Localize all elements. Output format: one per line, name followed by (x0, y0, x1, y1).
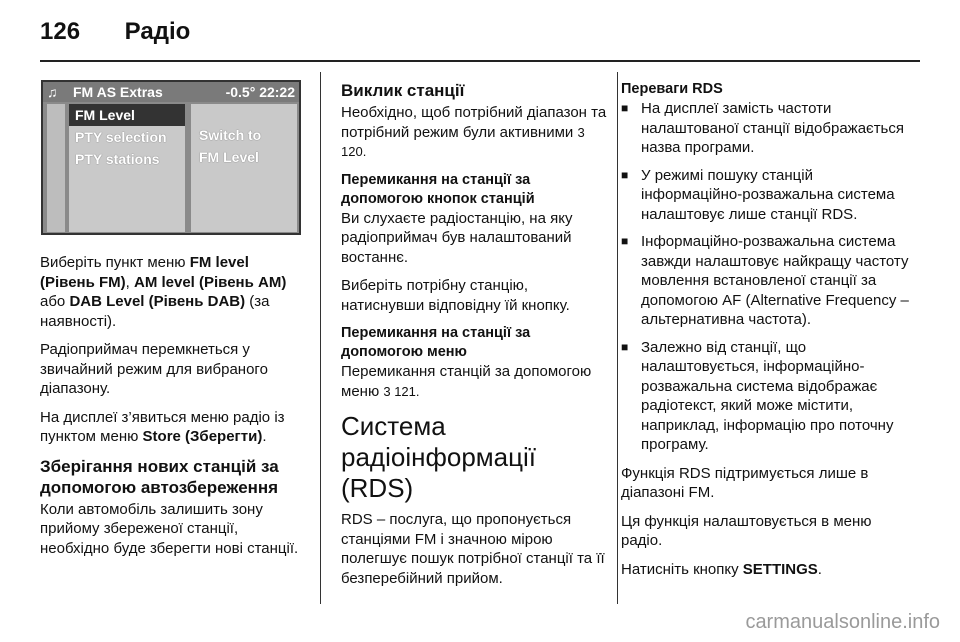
heading: Зберігання нових станцій за допомогою автозбереження (40, 456, 279, 497)
menu-item-fm-level[interactable]: FM Level (69, 104, 185, 126)
column-divider (617, 72, 618, 604)
paragraph: Коли автомобіль залишить зону прийому збереженої станції, необхідно буде зберегти нові станції. (40, 500, 299, 557)
subheading: Перемикання на станції за допомогою кнопок станцій (341, 171, 535, 207)
music-note-icon: ♫ (47, 84, 58, 100)
header-rule (40, 60, 920, 62)
side-line-2: FM Level (199, 149, 259, 165)
column-divider (320, 72, 321, 604)
column-middle (341, 80, 613, 597)
paragraph: На дисплеї з’явиться меню радіо із пунктом меню Store (Зберегти). (40, 408, 285, 445)
page-ref: 3 121. (383, 383, 420, 399)
paragraph: RDS – послуга, що пропонується станціями FM і значною мірою полегшує пошук потрібної станції та її безперебійний прийом. (341, 511, 605, 587)
heading: Виклик станції (341, 81, 465, 100)
display-temp-time: -0.5° 22:22 (225, 84, 295, 100)
paragraph: Виберіть пункт меню FM level (Рівень FM), AM level (Рівень AM) або DAB Level (Рівень DAB) (за наявності). (40, 254, 287, 330)
page-number: 126 (40, 18, 81, 45)
radio-display-screenshot (41, 80, 301, 235)
side-line-1: Switch to (199, 127, 262, 143)
watermark: carmanualsonline.info (745, 611, 940, 633)
subheading: Переваги RDS (621, 81, 723, 97)
display-side-panel (191, 104, 297, 232)
list-item: ■ Залежно від станції, що налаштовується, інформаційно-розважальна система відображає радіотекст, який може містити, наприклад, інформацію про поточну програму. (621, 338, 911, 455)
paragraph: Функція RDS підтримується лише в діапазоні FM. (621, 464, 869, 501)
section-heading: Система радіоінформації (RDS) (341, 411, 536, 503)
section-title: Радіо (124, 18, 191, 45)
display-title: FM AS Extras (73, 84, 163, 100)
list-item: ■ На дисплеї замість частоти налаштованої станції відображається назва програми. (621, 99, 911, 158)
page-header (40, 18, 190, 46)
list-item: ■ У режимі пошуку станцій інформаційно-розважальна система налаштовує лише станції RDS. (621, 166, 911, 225)
paragraph: Ця функція налаштовується в меню радіо. (621, 512, 872, 549)
bullet-list (621, 99, 911, 455)
subheading: Перемикання на станції за допомогою меню (341, 325, 531, 360)
paragraph: Необхідно, щоб потрібний діапазон та потрібний режим були активними 3 120. (341, 104, 607, 159)
display-menu (69, 104, 185, 232)
column-right (621, 80, 911, 588)
display-status-bar (43, 82, 299, 102)
menu-item-pty-stations[interactable]: PTY stations (75, 151, 160, 167)
column-left (40, 253, 302, 567)
paragraph: Ви слухаєте радіостанцію, на яку радіоприймач був налаштований востаннє. (341, 209, 573, 266)
paragraph: Перемикання станцій за допомогою меню 3 121. (341, 363, 592, 400)
paragraph: Натисніть кнопку SETTINGS. (621, 560, 822, 578)
menu-item-pty-selection[interactable]: PTY selection (75, 129, 167, 145)
page-ref: 3 120. (341, 124, 585, 159)
display-scrollbar (47, 104, 65, 232)
paragraph: Виберіть потрібну станцію, натиснувши відповідну їй кнопку. (341, 277, 570, 314)
paragraph: Радіоприймач перемкнеться у звичайний режим для вибраного діапазону. (40, 341, 268, 397)
list-item: ■ Інформаційно-розважальна система завжди налаштовує найкращу частоту мовлення встановленої станції за допомогою AF (Alternative Frequency – альтернативна частота). (621, 232, 911, 330)
